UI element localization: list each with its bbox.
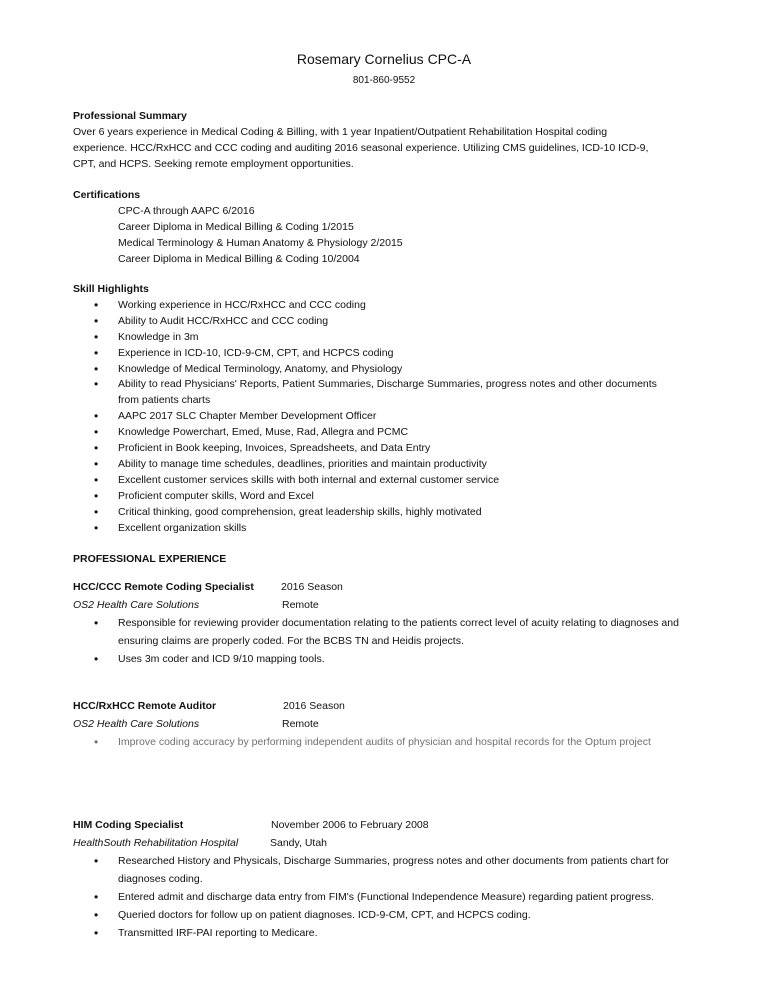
skill-item: • Proficient computer skills, Word and Excel bbox=[73, 489, 673, 505]
skill-item: • Experience in ICD-10, ICD-9-CM, CPT, and HCPCS coding bbox=[73, 346, 673, 362]
job-bullet: • Transmitted IRF-PAI reporting to Medicare. bbox=[73, 924, 693, 942]
job-bullet: • Queried doctors for follow up on patient diagnoses. ICD-9-CM, CPT, and HCPCS coding. bbox=[73, 906, 693, 924]
job-title: HCC/RxHCC Remote Auditor bbox=[73, 700, 217, 712]
skills-heading: Skill Highlights bbox=[73, 283, 149, 295]
job-date: 2016 Season bbox=[281, 581, 343, 593]
job-title: HCC/CCC Remote Coding Specialist bbox=[73, 581, 254, 593]
job-bullet: • Uses 3m coder and ICD 9/10 mapping tools. bbox=[73, 650, 693, 668]
skill-item: • Ability to read Physicians' Reports, Patient Summaries, Discharge Summaries, progress notes and other documents from patients charts bbox=[73, 377, 673, 409]
skill-item: • Proficient in Book keeping, Invoices, Spreadsheets, and Data Entry bbox=[73, 441, 673, 457]
candidate-name: Rosemary Cornelius CPC-A bbox=[296, 51, 472, 67]
job-bullets bbox=[73, 852, 693, 942]
job-location: Remote bbox=[282, 718, 319, 730]
summary-line: Over 6 years experience in Medical Coding & Billing, with 1 year Inpatient/Outpatient Rehabilitation Hospital coding bbox=[73, 125, 608, 138]
certifications-heading: Certifications bbox=[73, 189, 141, 201]
job-entry bbox=[73, 697, 693, 751]
skill-item: • Excellent customer services skills with both internal and external customer service bbox=[73, 473, 673, 489]
skill-item: • Knowledge of Medical Terminology, Anatomy, and Physiology bbox=[73, 362, 673, 378]
job-bullets bbox=[73, 614, 693, 668]
job-bullet: • Improve coding accuracy by performing independent audits of physician and hospital records for the Optum project bbox=[73, 733, 693, 751]
skill-item: • Excellent organization skills bbox=[73, 521, 673, 537]
job-bullets bbox=[73, 733, 693, 751]
phone-number: 801-860-9552 bbox=[352, 75, 416, 86]
certifications-section bbox=[73, 188, 693, 268]
job-date: 2016 Season bbox=[283, 700, 345, 712]
job-company: OS2 Health Care Solutions bbox=[73, 718, 200, 730]
skill-item: • Knowledge Powerchart, Emed, Muse, Rad, Allegra and PCMC bbox=[73, 425, 673, 441]
summary-line: experience. HCC/RxHCC and CCC coding and auditing 2016 seasonal experience. Utilizing CMS guidelines, ICD-10 ICD-9, bbox=[73, 141, 649, 154]
skill-item: • Ability to Audit HCC/RxHCC and CCC coding bbox=[73, 314, 673, 330]
summary-line: CPT, and HCPS. Seeking remote employment opportunities. bbox=[73, 157, 354, 170]
skill-item: • Critical thinking, good comprehension, great leadership skills, highly motivated bbox=[73, 505, 673, 521]
summary-heading: Professional Summary bbox=[73, 110, 187, 122]
job-date: November 2006 to February 2008 bbox=[271, 819, 429, 831]
certification-item: CPC-A through AAPC 6/2016 bbox=[118, 204, 255, 217]
job-bullet: • Responsible for reviewing provider documentation relating to the patients correct level of acuity relating to diagnoses and ensuring claims are properly coded. For the BCBS TN and Heidis projects. bbox=[73, 614, 693, 650]
skill-item: • Ability to manage time schedules, deadlines, priorities and maintain productivity bbox=[73, 457, 673, 473]
experience-heading: PROFESSIONAL EXPERIENCE bbox=[73, 553, 227, 565]
summary-section bbox=[73, 109, 693, 173]
job-entry bbox=[73, 578, 693, 668]
job-company: OS2 Health Care Solutions bbox=[73, 599, 200, 611]
skill-item: • AAPC 2017 SLC Chapter Member Development Officer bbox=[73, 409, 673, 425]
job-bullet: • Entered admit and discharge data entry from FIM's (Functional Independence Measure) regarding patient progress. bbox=[73, 888, 693, 906]
job-location: Remote bbox=[282, 599, 319, 611]
job-entry bbox=[73, 816, 693, 942]
skill-item: • Working experience in HCC/RxHCC and CCC coding bbox=[73, 298, 673, 314]
certification-item: Career Diploma in Medical Billing & Coding 1/2015 bbox=[118, 220, 354, 233]
skill-item: • Knowledge in 3m bbox=[73, 330, 673, 346]
job-company: HealthSouth Rehabilitation Hospital bbox=[73, 837, 239, 849]
job-title: HIM Coding Specialist bbox=[73, 819, 184, 831]
certification-item: Medical Terminology & Human Anatomy & Physiology 2/2015 bbox=[118, 236, 403, 249]
job-location: Sandy, Utah bbox=[270, 837, 328, 849]
skills-list bbox=[73, 298, 673, 537]
certification-item: Career Diploma in Medical Billing & Coding 10/2004 bbox=[118, 252, 360, 265]
skills-section bbox=[73, 282, 673, 537]
job-bullet: • Researched History and Physicals, Discharge Summaries, progress notes and other documents from patients chart for diagnoses coding. bbox=[73, 852, 693, 888]
